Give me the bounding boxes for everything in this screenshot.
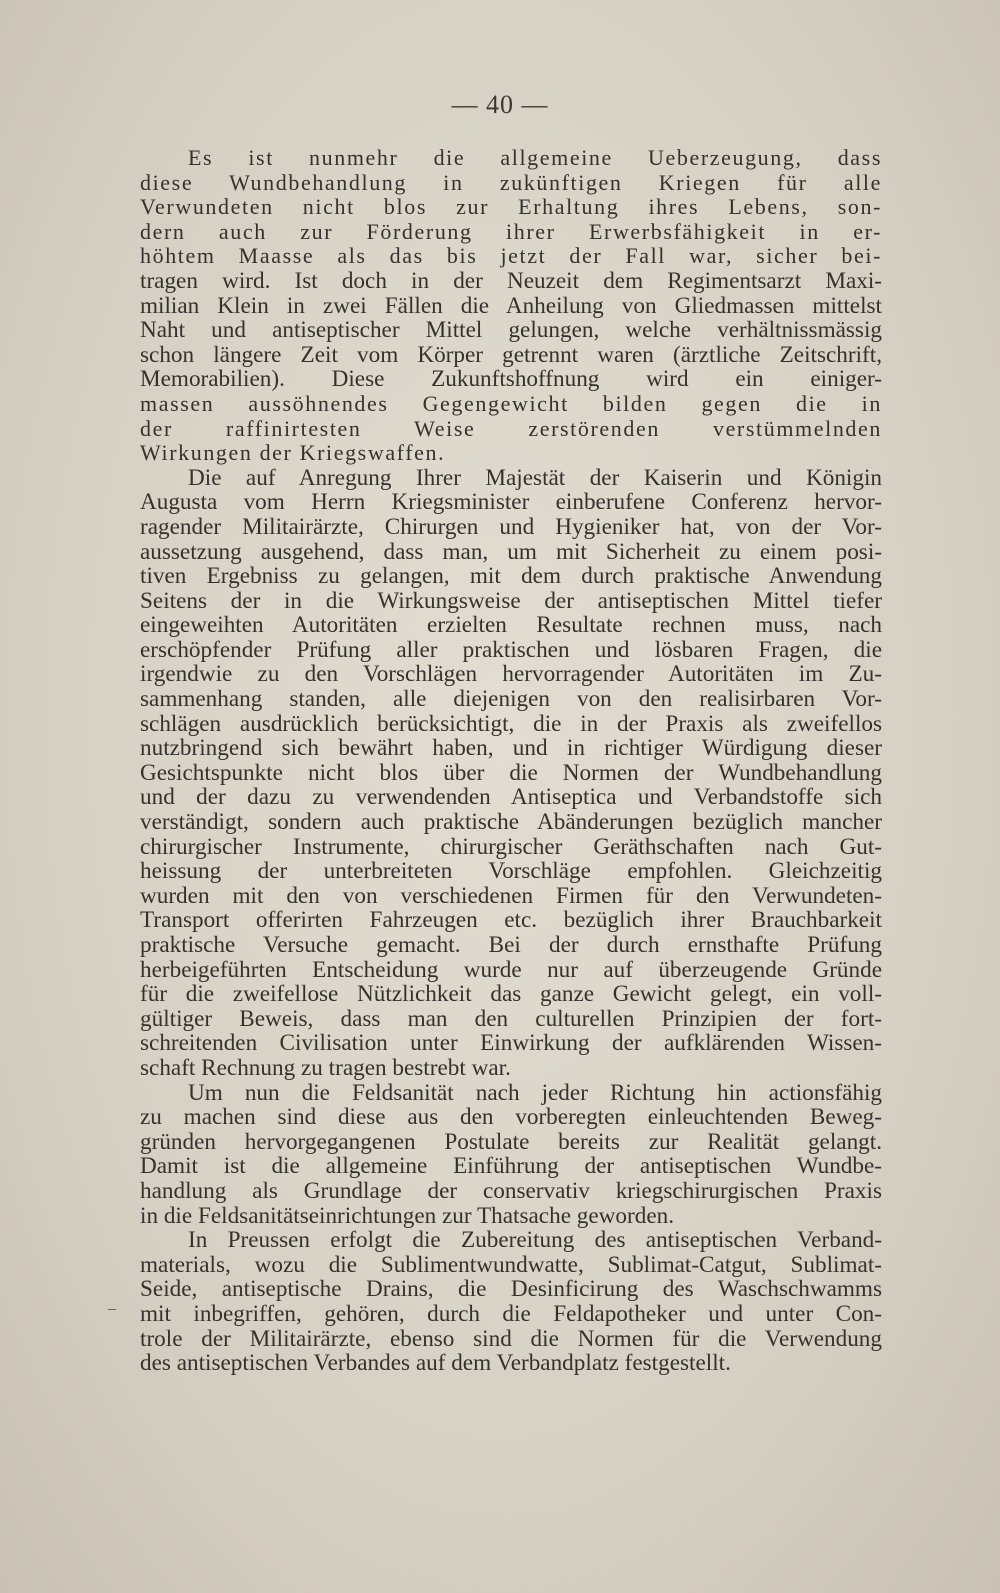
text-line: Wirkungen der Kriegswaffen.	[140, 440, 446, 466]
text-line: gründen hervorgegangenen Postulate bereits zur Realität gelangt.	[140, 1128, 882, 1155]
text-line: tiven Ergebniss zu gelangen, mit dem durch praktische Anwendung	[140, 563, 882, 590]
text-line: Augusta vom Herrn Kriegsminister einberufene Conferenz hervor-	[140, 489, 882, 516]
text-line: Es ist nunmehr die allgemeine Ueberzeugung, dass	[188, 145, 882, 170]
body-text	[140, 146, 882, 1376]
text-line: verständigt, sondern auch praktische Abänderungen bezüglich mancher	[140, 809, 882, 836]
text-line: mit inbegriffen, gehören, durch die Feldapotheker und unter Con-	[140, 1300, 882, 1327]
text-line: der raffinirtesten Weise zerstörenden verstümmelnden	[140, 415, 882, 441]
text-line: Gesichtspunkte nicht blos über die Normen der Wundbehandlung	[140, 759, 882, 786]
text-line: herbeigeführten Entscheidung wurde nur auf überzeugende Gründe	[140, 956, 882, 983]
text-line: Seide, antiseptische Drains, die Desinficirung des Waschschwamms	[140, 1276, 882, 1303]
text-line: erschöpfender Prüfung aller praktischen und lösbaren Fragen, die	[140, 636, 882, 663]
text-line: praktische Versuche gemacht. Bei der durch ernsthafte Prüfung	[140, 932, 882, 958]
text-line: eingeweihten Autoritäten erzielten Resultate rechnen muss, nach	[140, 612, 882, 639]
text-line: des antiseptischen Verbandes auf dem Verbandplatz festgestellt.	[140, 1350, 731, 1377]
text-line: milian Klein in zwei Fällen die Anheilung von Gliedmassen mittelst	[140, 292, 882, 319]
paragraph-2	[140, 466, 882, 1081]
text-line: irgendwie zu den Vorschlägen hervorragender Autoritäten im Zu-	[140, 661, 882, 688]
text-line: chirurgischer Instrumente, chirurgischer Geräthschaften nach Gut-	[140, 833, 882, 860]
text-line: ragender Militairärzte, Chirurgen und Hygieniker hat, von der Vor-	[140, 513, 882, 540]
text-line: Die auf Anregung Ihrer Majestät der Kaiserin und Königin	[188, 464, 882, 491]
text-line: und der dazu zu verwendenden Antiseptica und Verbandstoffe sich	[140, 784, 882, 811]
text-line: schon längere Zeit vom Körper getrennt waren (ärztliche Zeitschrift,	[140, 341, 882, 368]
text-line: nutzbringend sich bewährt haben, und in richtiger Würdigung dieser	[140, 735, 882, 762]
text-line: Naht und antiseptischer Mittel gelungen, welche verhältnissmässig	[140, 317, 882, 344]
text-line: Um nun die Feldsanität nach jeder Richtung hin actionsfähig	[188, 1079, 882, 1106]
text-line: gültiger Beweis, dass man den culturellen Prinzipien der fort-	[140, 1005, 882, 1032]
text-line: handlung als Grundlage der conservativ kriegschirurgischen Praxis	[140, 1177, 882, 1204]
text-line: Seitens der in die Wirkungsweise der antiseptischen Mittel tiefer	[140, 587, 882, 614]
text-line: höhtem Maasse als das bis jetzt der Fall war, sicher bei-	[140, 243, 882, 269]
text-line: Verwundeten nicht blos zur Erhaltung ihres Lebens, son-	[140, 194, 882, 220]
text-line: sammenhang standen, alle diejenigen von den realisirbaren Vor-	[140, 686, 882, 713]
paragraph-3	[140, 1081, 882, 1229]
margin-dash-mark	[108, 1309, 116, 1310]
text-line: schaft Rechnung zu tragen bestrebt war.	[140, 1054, 511, 1081]
text-line: wurden mit den von verschiedenen Firmen für den Verwundeten-	[140, 882, 882, 909]
text-line: materials, wozu die Sublimentwundwatte, Sublimat-Catgut, Sublimat-	[140, 1251, 882, 1278]
text-line: heissung der unterbreiteten Vorschläge empfohlen. Gleichzeitig	[140, 858, 882, 885]
text-line: aussetzung ausgehend, dass man, um mit Sicherheit zu einem posi-	[140, 538, 882, 565]
text-line: Transport offerirten Fahrzeugen etc. bezüglich ihrer Brauchbarkeit	[140, 907, 882, 934]
text-line: in die Feldsanitätseinrichtungen zur Thatsache geworden.	[140, 1202, 675, 1229]
text-line: trole der Militairärzte, ebenso sind die Normen für die Verwendung	[140, 1325, 882, 1352]
page-number: — 40 —	[451, 90, 549, 119]
text-line: Damit ist die allgemeine Einführung der antiseptischen Wundbe-	[140, 1153, 882, 1180]
text-line: für die zweifellose Nützlichkeit das ganze Gewicht gelegt, ein voll-	[140, 981, 882, 1008]
text-line: dern auch zur Förderung ihrer Erwerbsfähigkeit in er-	[140, 218, 882, 244]
paragraph-4	[140, 1228, 882, 1376]
paragraph-1	[140, 146, 882, 466]
text-line: tragen wird. Ist doch in der Neuzeit dem Regimentsarzt Maxi-	[140, 267, 882, 294]
text-line: Memorabilien). Diese Zukunftshoffnung wird ein einiger-	[140, 366, 882, 393]
text-line: diese Wundbehandlung in zukünftigen Kriegen für alle	[140, 169, 882, 195]
text-line: schlägen ausdrücklich berücksichtigt, die in der Praxis als zweifellos	[140, 710, 882, 737]
text-line: massen aussöhnendes Gegengewicht bilden gegen die in	[140, 390, 882, 416]
text-line: In Preussen erfolgt die Zubereitung des antiseptischen Verband-	[188, 1227, 882, 1254]
text-line: schreitenden Civilisation unter Einwirkung der aufklärenden Wissen-	[140, 1030, 882, 1057]
text-line: zu machen sind diese aus den vorberegten einleuchtenden Beweg-	[140, 1104, 882, 1131]
